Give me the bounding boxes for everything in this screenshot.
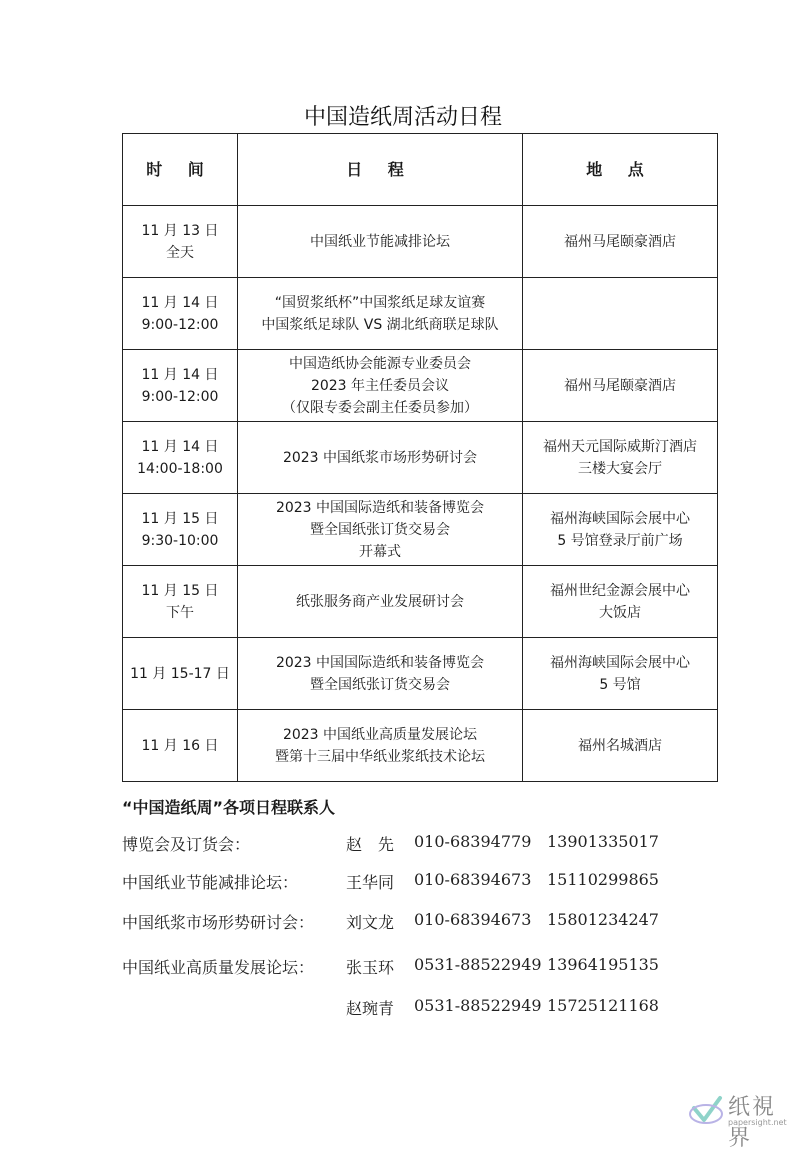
contact-name: 王华同 [346,873,395,892]
event-cell-line: 暨全国纸张订货交易会 [310,676,450,693]
contacts-heading: “中国造纸周”各项日程联系人 [122,798,336,817]
event-cell-line: 中国纸业节能减排论坛 [310,233,450,250]
table-row [123,638,718,710]
time-cell-line: 9:30-10:00 [141,532,219,549]
place-cell-line: 福州海峡国际会展中心 [550,654,690,671]
event-cell-line: 2023 中国国际造纸和装备博览会 [275,499,485,516]
contact-name: 赵 先 [346,835,395,854]
watermark [686,1088,796,1151]
place-cell [523,710,718,782]
place-cell [523,494,718,566]
place-cell-line: 5 号馆登录厅前广场 [557,532,683,549]
event-cell-line: 2023 中国纸业高质量发展论坛 [282,726,478,743]
place-cell-line: 福州天元国际威斯汀酒店 [543,438,697,455]
time-cell-line: 9:00-12:00 [141,388,219,405]
time-cell-line: 下午 [166,604,194,621]
event-cell [238,494,523,566]
place-cell [523,206,718,278]
time-cell-line: 11 月 16 日 [141,737,219,754]
event-cell [238,638,523,710]
contact-name: 刘文龙 [346,913,395,932]
contact-name: 赵琬青 [346,999,395,1018]
table-row [123,206,718,278]
place-cell-line: 5 号馆 [599,676,641,693]
header-place: 地 点 [523,134,718,206]
place-cell-line: 福州海峡国际会展中心 [550,510,690,527]
event-cell [238,710,523,782]
papersight-logo-icon [686,1090,726,1130]
time-cell-line: 11 月 15 日 [141,582,219,599]
watermark-url: papersight.net [728,1118,787,1127]
event-cell-line: （仅限专委会副主任委员参加） [282,399,478,416]
time-cell-line: 11 月 14 日 [141,366,219,383]
place-cell-line: 福州世纪金源会展中心 [550,582,690,599]
contact-mobile: 15801234247 [547,910,659,929]
contact-mobile: 15725121168 [547,996,659,1015]
time-cell [123,278,238,350]
place-cell [523,566,718,638]
header-event: 日 程 [238,134,523,206]
place-cell [523,422,718,494]
time-cell [123,638,238,710]
contact-org: 中国纸浆市场形势研讨会： [122,913,315,932]
table-row [123,278,718,350]
place-cell-line: 福州马尾颐豪酒店 [564,233,676,250]
table-row [123,710,718,782]
place-cell [523,278,718,350]
event-cell [238,350,523,422]
event-cell-line: 中国造纸协会能源专业委员会 [289,355,471,372]
schedule-table [122,133,718,782]
watermark-name: 纸視界 [728,1095,777,1151]
event-cell [238,278,523,350]
time-cell-line: 全天 [166,244,194,261]
contact-phone: 010-68394673 [414,870,532,889]
time-cell-line: 11 月 13 日 [141,222,219,239]
table-row [123,566,718,638]
time-cell [123,206,238,278]
time-cell-line: 11 月 14 日 [141,294,219,311]
time-cell-line: 11 月 15 日 [141,510,219,527]
contact-org: 中国纸业节能减排论坛： [122,873,299,892]
place-cell-line: 三楼大宴会厅 [578,460,662,477]
time-cell [123,710,238,782]
contact-mobile: 15110299865 [547,870,659,889]
event-cell-line: 暨第十三届中华纸业浆纸技术论坛 [275,748,485,765]
contact-phone: 0531-88522949 [414,955,542,974]
event-cell [238,566,523,638]
place-cell [523,350,718,422]
contact-name: 张玉环 [346,958,395,977]
contact-org: 博览会及订货会： [122,835,251,854]
contact-org: 中国纸业高质量发展论坛： [122,958,315,977]
contact-mobile: 13901335017 [547,832,659,851]
event-cell-line: 纸张服务商产业发展研讨会 [296,593,464,610]
contact-phone: 010-68394673 [414,910,532,929]
time-cell-line: 11 月 14 日 [141,438,219,455]
place-cell-line: 福州名城酒店 [578,737,662,754]
table-header-row [123,134,718,206]
time-cell-line: 14:00-18:00 [137,460,223,477]
event-cell-line: “国贸浆纸杯”中国浆纸足球友谊赛 [274,294,486,311]
time-cell [123,422,238,494]
place-cell-line: 福州马尾颐豪酒店 [564,377,676,394]
time-cell [123,350,238,422]
header-time: 时 间 [123,134,238,206]
table-row [123,494,718,566]
event-cell [238,206,523,278]
contact-mobile: 13964195135 [547,955,659,974]
place-cell [523,638,718,710]
table-row [123,350,718,422]
event-cell [238,422,523,494]
event-cell-line: 暨全国纸张订货交易会 [310,521,450,538]
contact-phone: 0531-88522949 [414,996,542,1015]
time-cell [123,566,238,638]
event-cell-line: 开幕式 [359,543,401,560]
time-cell-line: 11 月 15-17 日 [130,665,230,682]
event-cell-line: 中国浆纸足球队 VS 湖北纸商联足球队 [261,316,499,333]
page-title: 中国造纸周活动日程 [303,105,502,130]
table-row [123,422,718,494]
event-cell-line: 2023 年主任委员会议 [310,377,450,394]
place-cell-line: 大饭店 [599,604,641,621]
event-cell-line: 2023 中国纸浆市场形势研讨会 [282,449,478,466]
time-cell-line: 9:00-12:00 [141,316,219,333]
event-cell-line: 2023 中国国际造纸和装备博览会 [275,654,485,671]
contact-phone: 010-68394779 [414,832,532,851]
time-cell [123,494,238,566]
